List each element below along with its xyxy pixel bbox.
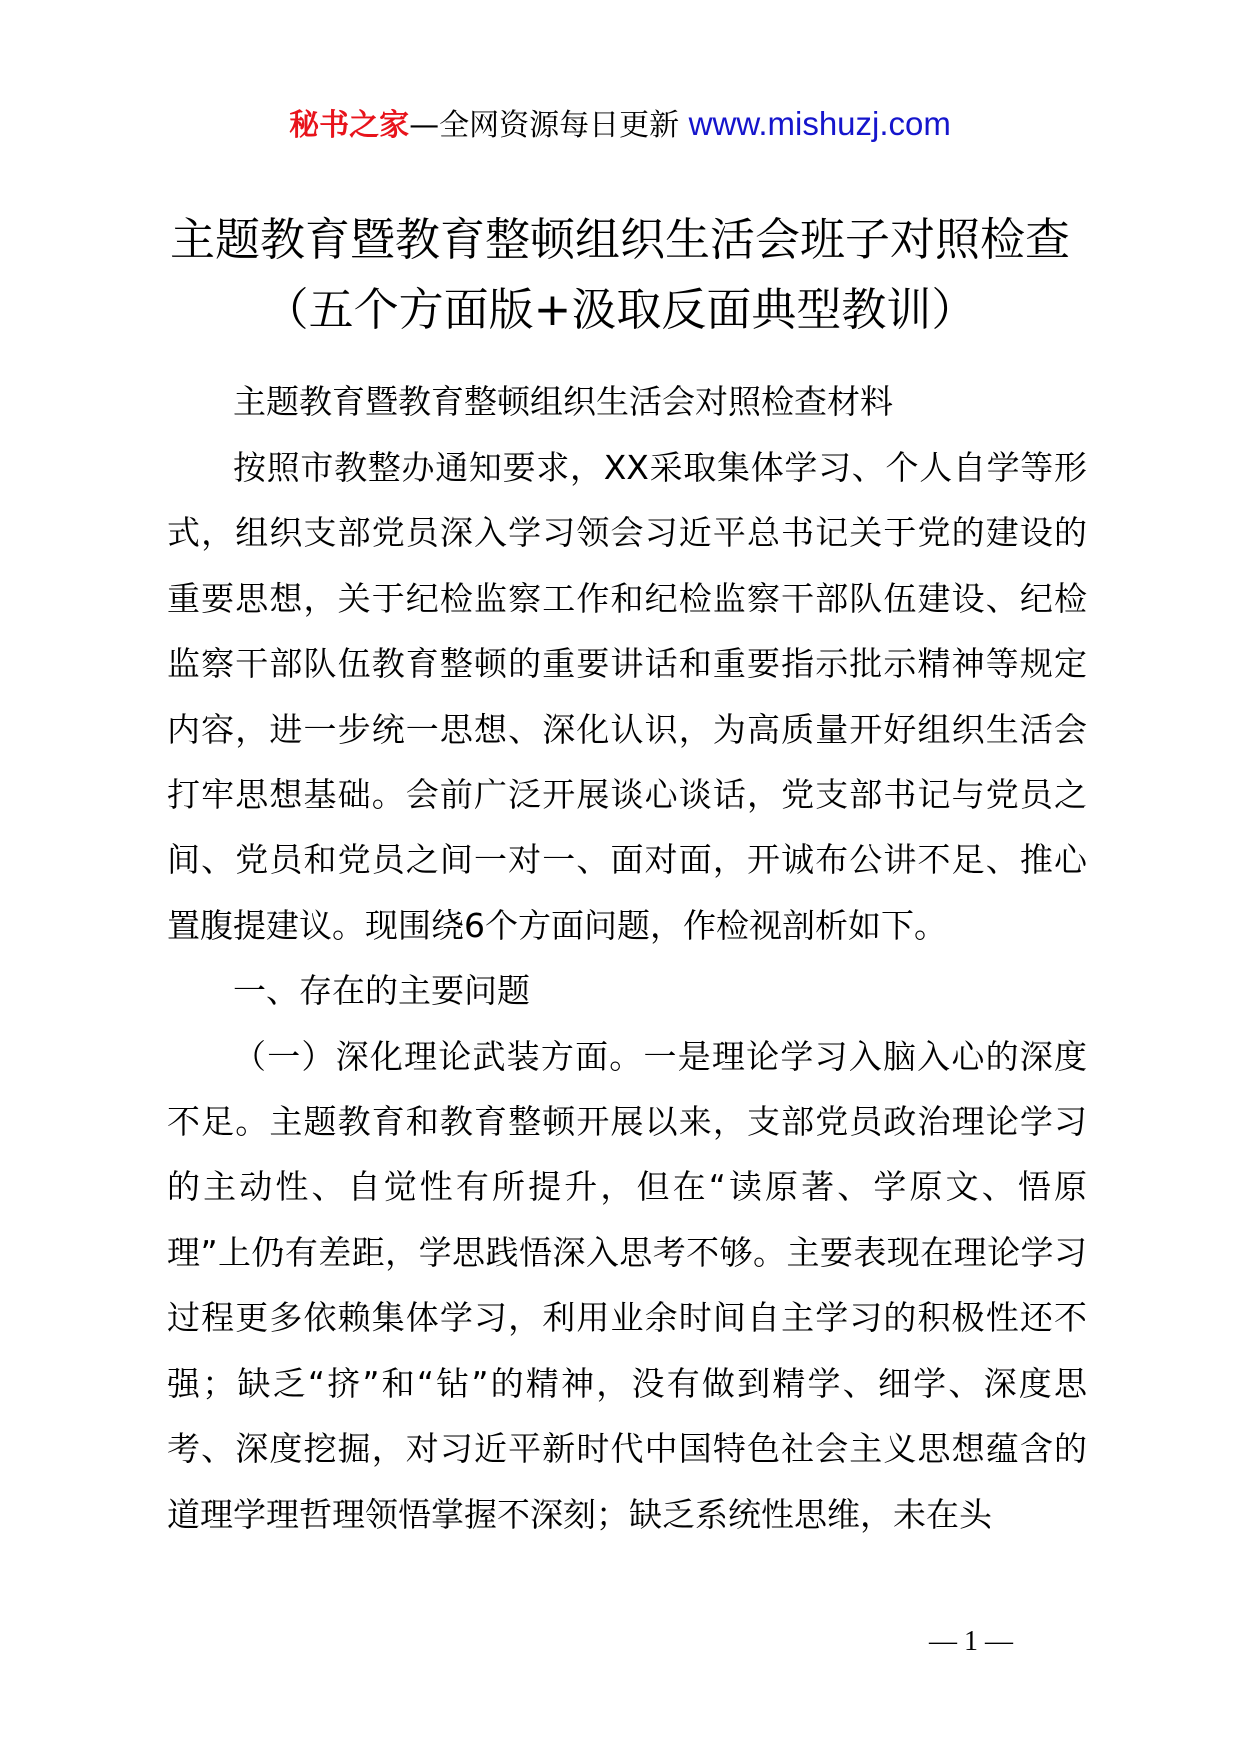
header-slogan: —全网资源每日更新 <box>409 108 689 143</box>
header-url-link[interactable]: www.mishuzj.com <box>688 105 951 142</box>
document-body <box>167 371 1087 1547</box>
document-subtitle: 主题教育暨教育整顿组织生活会对照检查材料 <box>233 382 893 421</box>
brand-name: 秘书之家 <box>289 108 410 143</box>
body-paragraph-intro: 按照市教整办通知要求，XX采取集体学习、个人自学等形式，组织支部党员深入学习领会习近平总书记关于党的建设的重要思想，关于纪检监察工作和纪检监察干部队伍建设、纪检监察干部队伍教育整顿的重要讲话和重要指示批示精神等规定内容，进一步统一思想、深化认识，为高质量开好组织生活会打牢思想基础。会前广泛开展谈心谈话，党支部书记与党员之间、党员和党员之间一对一、面对面，开诚布公讲不足、推心置腹提建议。现围绕6个方面问题，作检视剖析如下。 <box>167 448 1087 945</box>
document-title-line-1: 主题教育暨教育整顿组织生活会班子对照检查 <box>169 213 1070 266</box>
body-paragraph-theory: （一）深化理论武装方面。一是理论学习入脑入心的深度不足。主题教育和教育整顿开展以来，支部党员政治理论学习的主动性、自觉性有所提升，但在“读原著、学原文、悟原理”上仍有差距，学思践悟深入思考不够。主要表现在理论学习过程更多依赖集体学习，利用业余时间自主学习的积极性还不强；缺乏“挤”和“钻”的精神，没有做到精学、细学、深度思考、深度挖掘，对习近平新时代中国特色社会主义思想蕴含的道理学理哲理领悟掌握不深刻；缺乏系统性思维，未在头 <box>167 1036 1087 1534</box>
section-heading-1: 一、存在的主要问题 <box>233 971 530 1011</box>
document-title-line-2: （五个方面版+汲取反面典型教训） <box>263 283 977 336</box>
site-header <box>0 98 1240 152</box>
page-number: — 1 — <box>929 1626 1013 1657</box>
